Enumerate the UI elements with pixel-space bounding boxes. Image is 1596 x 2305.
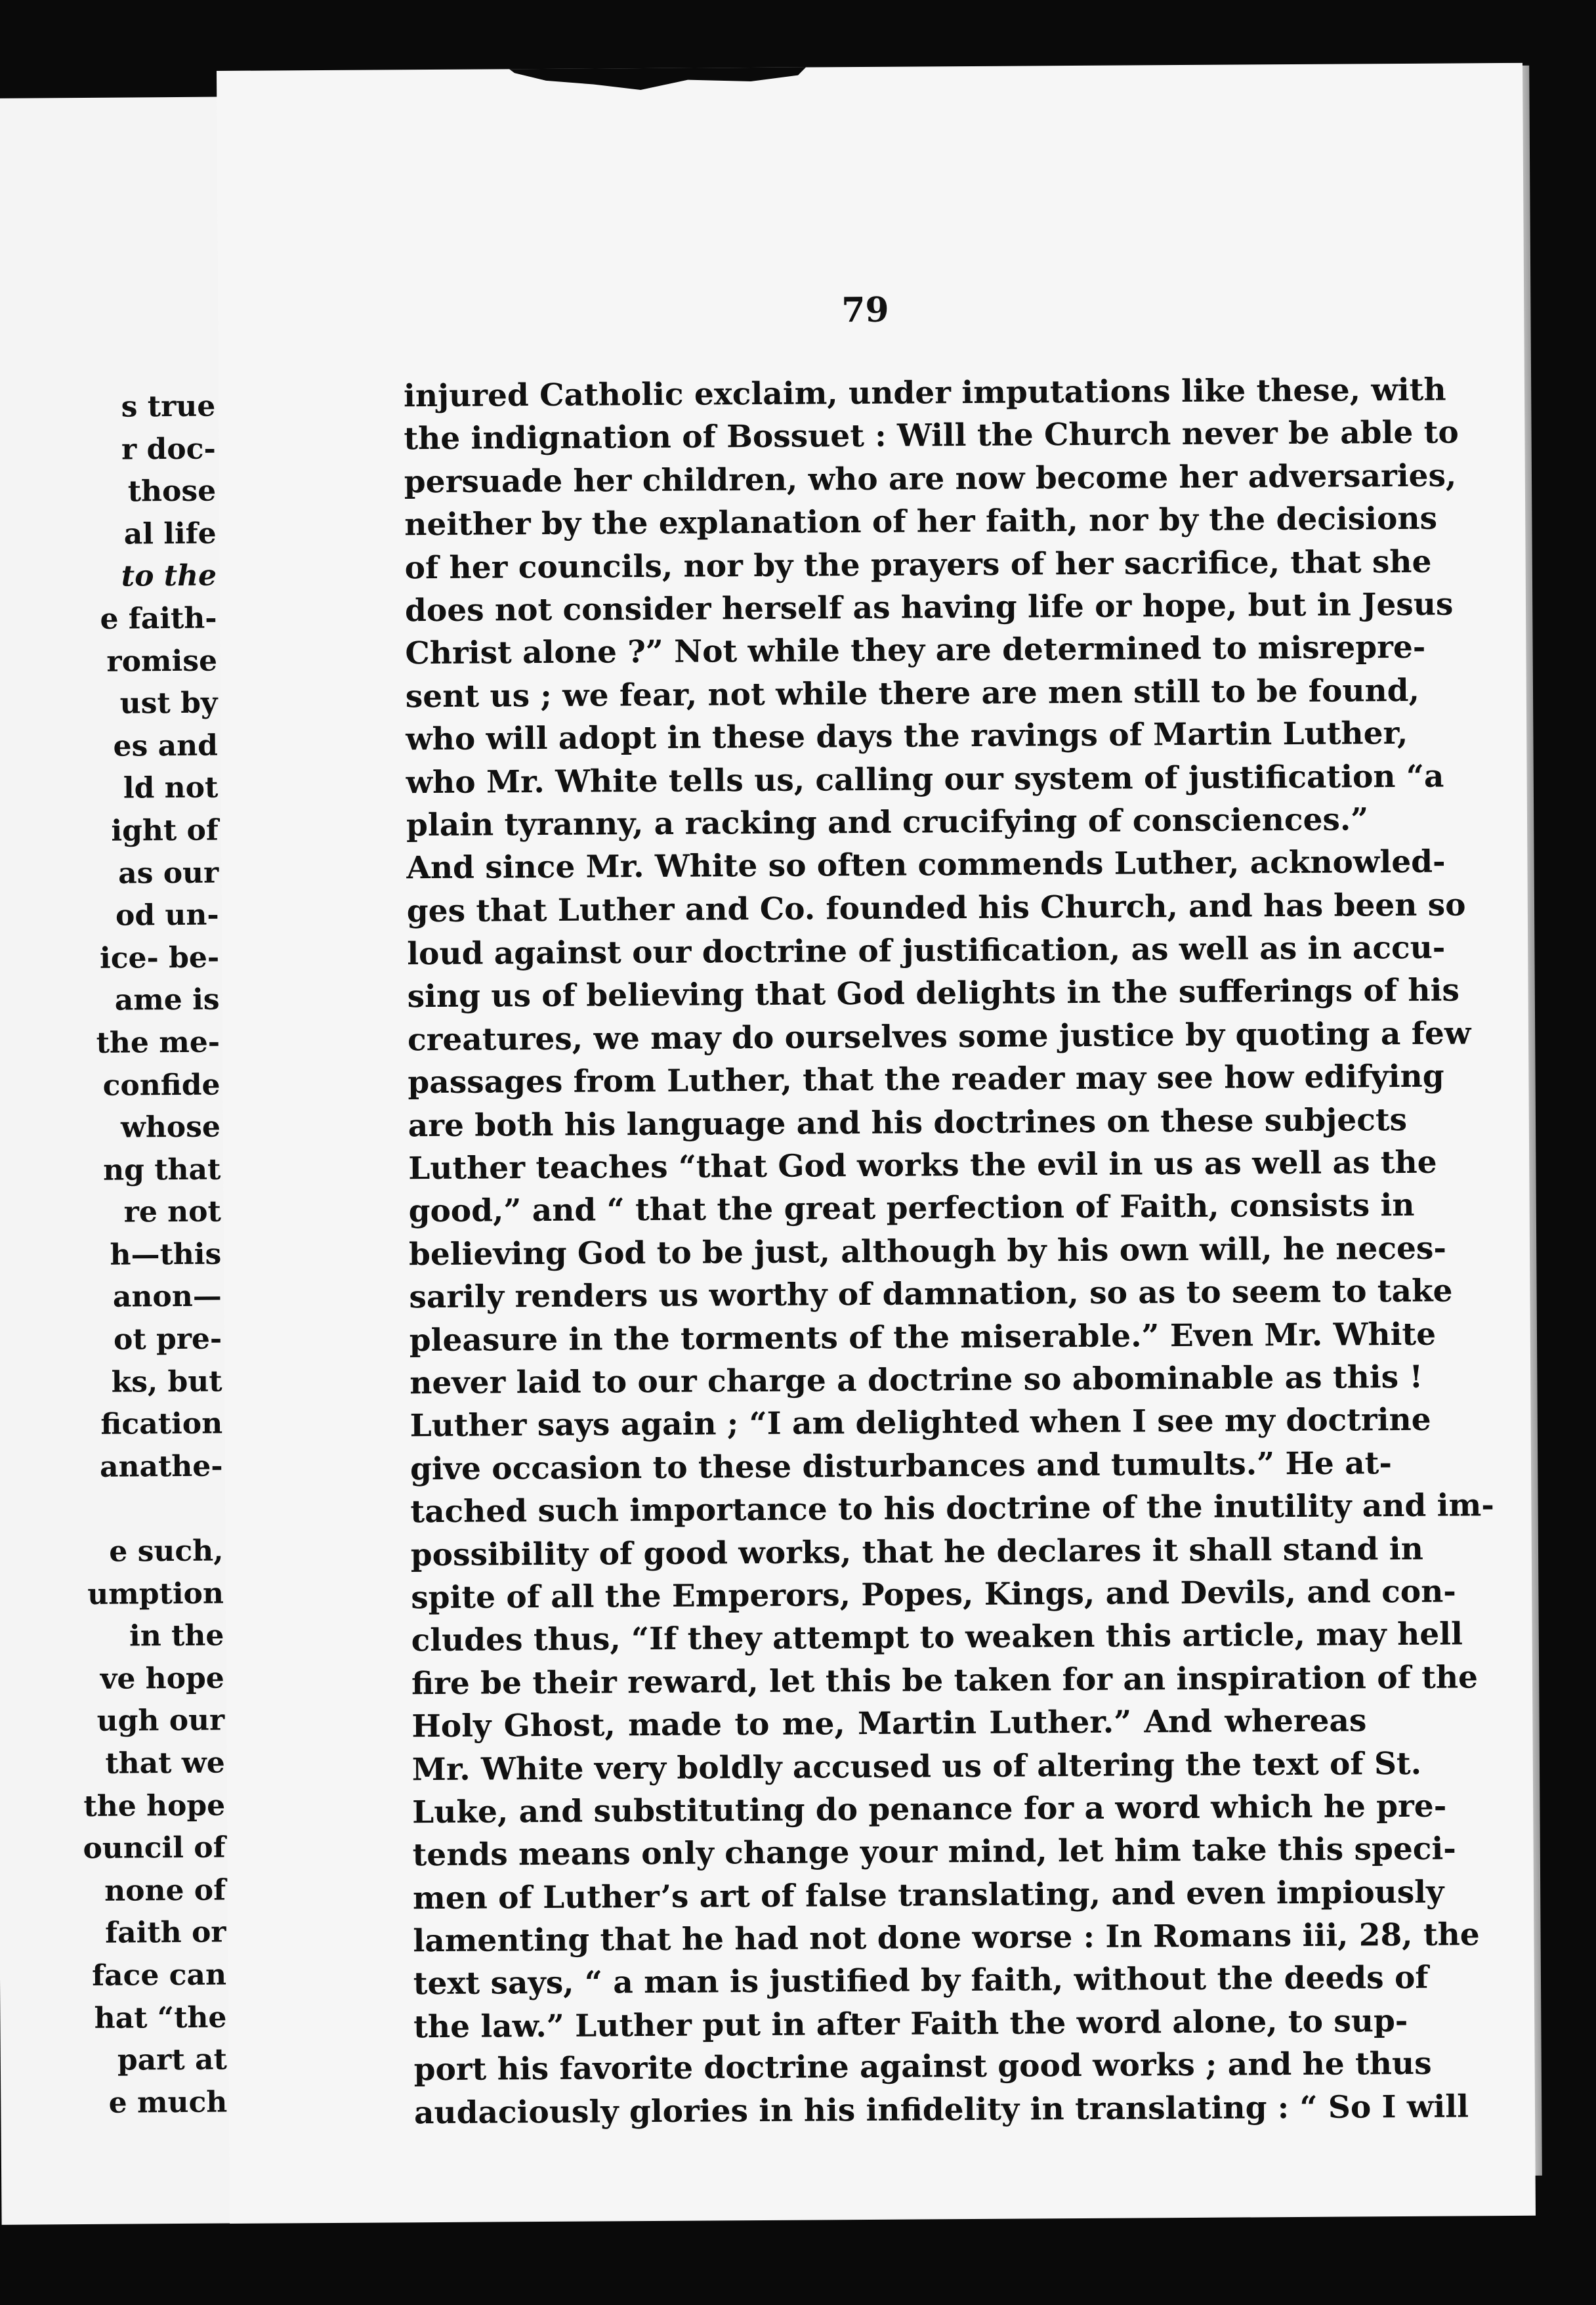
left-text-line: whose bbox=[120, 1110, 221, 1145]
body-text-line: never laid to our charge a doctrine so abominable as this ! bbox=[410, 1359, 1423, 1402]
left-text-line: ot pre- bbox=[113, 1322, 222, 1357]
left-text-line: as our bbox=[117, 856, 219, 891]
body-text-line: of her councils, nor by the prayers of her sacrifice, that she bbox=[404, 543, 1432, 586]
body-text-line: Luther says again ; “I am delighted when I see my doctrine bbox=[410, 1402, 1431, 1445]
left-text-line: ng that bbox=[102, 1152, 221, 1187]
body-text-line: fire be their reward, let this be taken for an inspiration of the bbox=[411, 1659, 1479, 1702]
left-text-line: ld not bbox=[123, 771, 219, 805]
body-text-line: cludes thus, “If they attempt to weaken this article, may hell bbox=[411, 1616, 1463, 1659]
left-text-line: ks, but bbox=[111, 1364, 222, 1399]
left-text-line: al life bbox=[123, 517, 217, 551]
body-text-line: And since Mr. White so often commends Luther, acknowled- bbox=[406, 843, 1446, 887]
body-text-line: spite of all the Emperors, Popes, Kings, and Devils, and con- bbox=[411, 1573, 1457, 1617]
body-text-line: sing us of believing that God delights in the sufferings of his bbox=[407, 972, 1460, 1015]
left-text-line: the me- bbox=[96, 1025, 220, 1060]
left-text-line: hat “the bbox=[94, 2000, 227, 2035]
body-text-line: Mr. White very boldly accused us of altering the text of St. bbox=[411, 1745, 1422, 1788]
body-text bbox=[403, 369, 1494, 2134]
left-text-line: re not bbox=[123, 1195, 222, 1229]
left-text-line: anon— bbox=[112, 1280, 222, 1315]
body-text-line: neither by the explanation of her faith, nor by the decisions bbox=[404, 500, 1438, 543]
body-text-line: Holy Ghost, made to me, Martin Luther.” And whereas bbox=[411, 1702, 1367, 1745]
body-text-line: Luke, and substituting do penance for a word which he pre- bbox=[412, 1788, 1447, 1831]
left-text-line: anathe- bbox=[99, 1449, 223, 1484]
body-text-line: audaciously glories in his infidelity in translating : “ So I will bbox=[413, 2088, 1469, 2131]
body-text-line: sarily renders us worthy of damnation, so as to seem to take bbox=[409, 1273, 1453, 1316]
left-text-line: face can bbox=[91, 1958, 227, 1993]
left-text-line: those bbox=[127, 474, 217, 509]
body-text-line: injured Catholic exclaim, under imputations like these, with bbox=[403, 371, 1446, 415]
body-text-line: Christ alone ?” Not while they are determined to misrepre- bbox=[405, 629, 1426, 672]
body-text-line: the law.” Luther put in after Faith the word alone, to sup- bbox=[413, 2002, 1408, 2046]
body-text-line: good,” and “ that the great perfection of Faith, consists in bbox=[408, 1187, 1415, 1230]
body-text-line: possibility of good works, that he declares it shall stand in bbox=[410, 1531, 1423, 1573]
body-text-line: give occasion to these disturbances and tumults.” He at- bbox=[410, 1445, 1393, 1488]
left-text-line: e such, bbox=[109, 1534, 224, 1569]
left-text-line: ust by bbox=[119, 686, 218, 721]
body-text-line: who Mr. White tells us, calling our system of justification “a bbox=[406, 758, 1444, 801]
left-text-line: e much bbox=[108, 2085, 228, 2120]
body-text-line: pleasure in the torments of the miserable.” Even Mr. White bbox=[409, 1316, 1437, 1359]
left-text-line: in the bbox=[129, 1618, 224, 1653]
body-text-line: tends means only change your mind, let him take this speci- bbox=[412, 1830, 1456, 1874]
body-text-line: text says, “ a man is justified by faith, without the deeds of bbox=[413, 1960, 1429, 2002]
body-text-line: plain tyranny, a racking and crucifying of consciences.” bbox=[406, 801, 1369, 844]
left-page bbox=[0, 96, 255, 2225]
left-text-line bbox=[0, 1488, 223, 1532]
body-text-line: port his favorite doctrine against good works ; and he thus bbox=[413, 2045, 1432, 2088]
body-text-line: persuade her children, who are now become her adversaries, bbox=[404, 457, 1457, 501]
left-text-line: confide bbox=[102, 1068, 220, 1103]
left-page-text bbox=[0, 386, 228, 2126]
left-text-line: faith or bbox=[105, 1915, 226, 1951]
body-text-line: men of Luther’s art of false translating, and even impiously bbox=[412, 1874, 1444, 1916]
left-text-line: e faith- bbox=[100, 601, 217, 636]
left-text-line: ouncil of bbox=[83, 1830, 226, 1866]
body-text-line: believing God to be just, although by his own will, he neces- bbox=[408, 1230, 1447, 1273]
left-text-line: romise bbox=[106, 644, 218, 679]
body-text-line: who will adopt in these days the ravings of Martin Luther, bbox=[406, 715, 1408, 758]
left-text-line: fication bbox=[100, 1406, 223, 1442]
right-page bbox=[217, 63, 1536, 2224]
left-text-line: ugh our bbox=[96, 1703, 225, 1739]
left-text-line: to the bbox=[121, 559, 217, 593]
body-text-line: are both his language and his doctrines on these subjects bbox=[408, 1101, 1408, 1144]
left-text-line: none of bbox=[104, 1873, 226, 1908]
body-text-line: creatures, we may do ourselves some justice by quoting a few bbox=[407, 1015, 1471, 1059]
body-text-line: tached such importance to his doctrine of the inutility and im- bbox=[410, 1487, 1494, 1531]
left-text-line: od un- bbox=[115, 898, 219, 933]
torn-edge bbox=[499, 63, 814, 101]
left-text-line: part at bbox=[117, 2042, 228, 2077]
left-text-line: ice- be- bbox=[99, 941, 220, 975]
body-text-line: passages from Luther, that the reader may see how edifying bbox=[408, 1058, 1444, 1101]
body-text-line: the indignation of Bossuet : Will the Church never be able to bbox=[404, 414, 1459, 457]
body-text-line: ges that Luther and Co. founded his Church, and has been so bbox=[406, 887, 1466, 929]
body-text-line: does not consider herself as having life or hope, but in Jesus bbox=[404, 586, 1454, 629]
left-text-line: es and bbox=[113, 729, 219, 763]
left-text-line: s true bbox=[121, 389, 216, 424]
left-text-line: the hope bbox=[83, 1788, 226, 1823]
page-number: 79 bbox=[841, 289, 889, 331]
body-text-line: loud against our doctrine of justification, as well as in accu- bbox=[407, 929, 1446, 973]
left-text-line: umption bbox=[87, 1576, 224, 1611]
left-text-line: h—this bbox=[110, 1237, 222, 1272]
body-text-line: sent us ; we fear, not while there are men still to be found, bbox=[405, 672, 1420, 715]
left-text-line: ight of bbox=[111, 813, 219, 848]
left-text-line: ame is bbox=[114, 983, 220, 1017]
left-text-line: that we bbox=[105, 1746, 225, 1781]
body-text-line: Luther teaches “that God works the evil in us as well as the bbox=[408, 1144, 1437, 1187]
left-text-line: ve hope bbox=[100, 1661, 224, 1696]
left-text-line: r doc- bbox=[121, 432, 216, 467]
body-text-line: lamenting that he had not done worse : In Romans iii, 28, the bbox=[413, 1916, 1480, 1960]
